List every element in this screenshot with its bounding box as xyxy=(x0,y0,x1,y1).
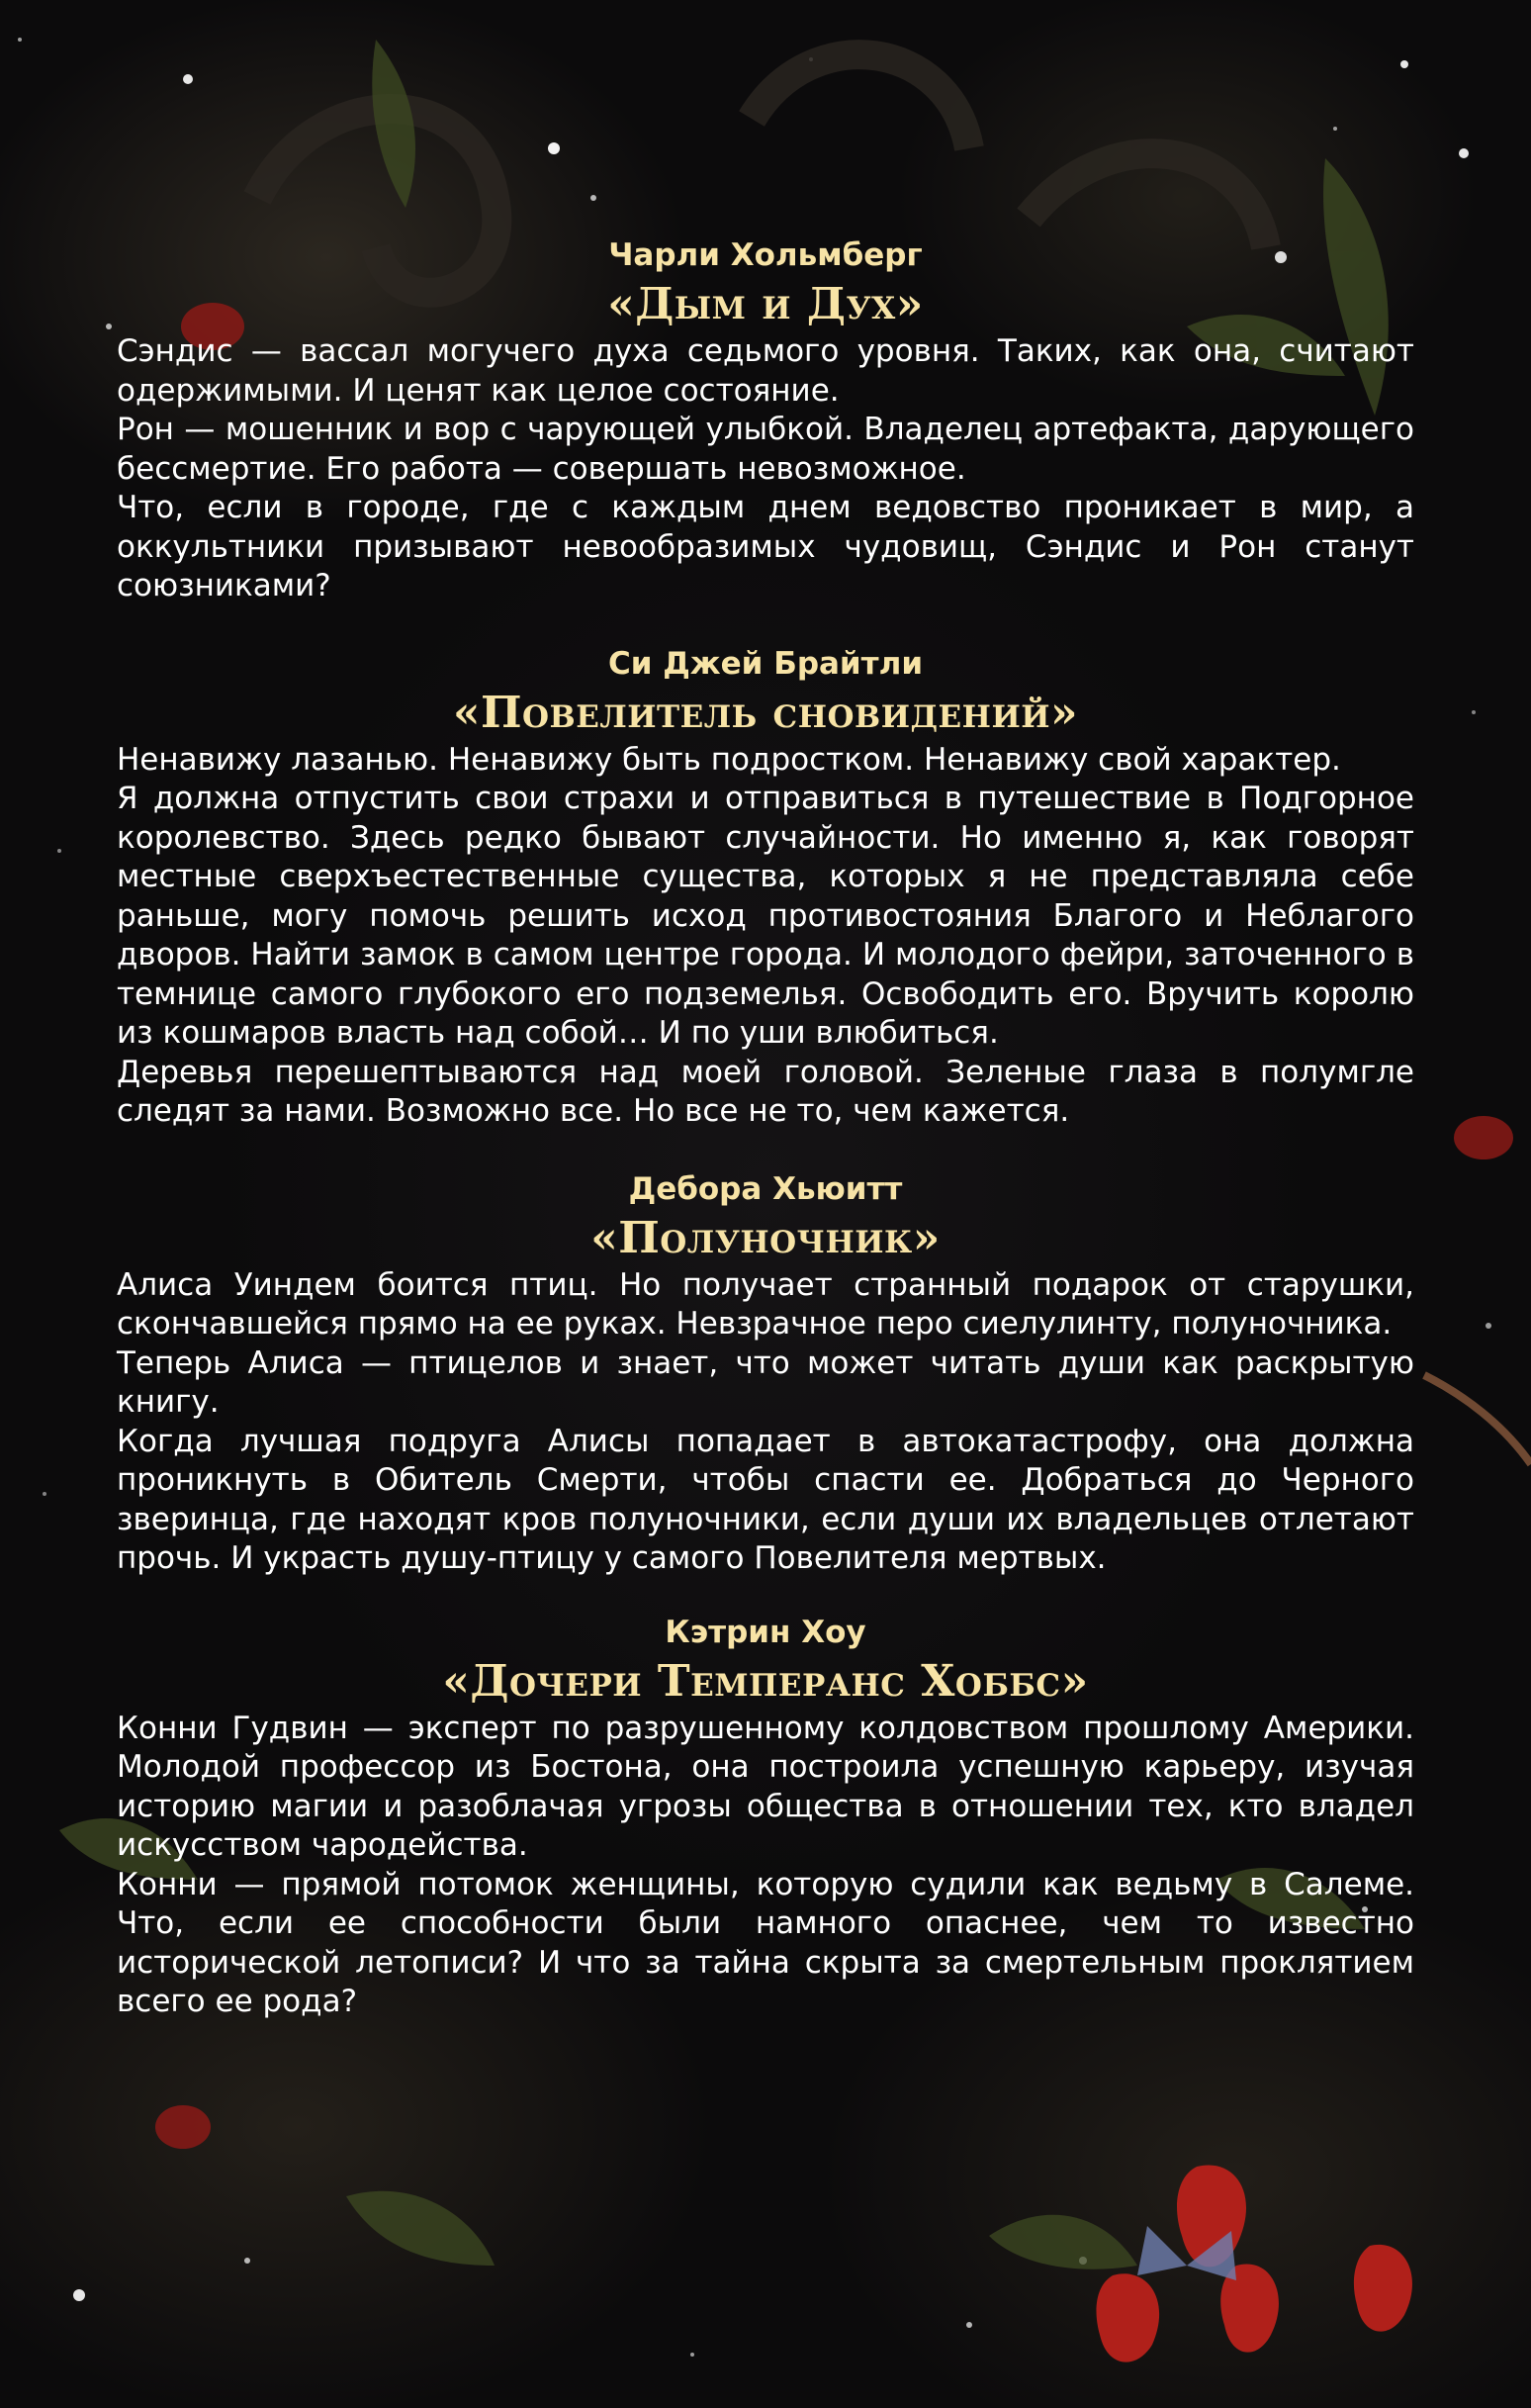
section-spacer xyxy=(117,606,1414,642)
book-section-3 xyxy=(117,1167,1414,1579)
description-paragraph: Рон — мошенник и вор с чарующей улыбкой. Владелец артефакта, дарующего бессмертие. Его работа — совершать невозможное. xyxy=(117,412,1414,487)
book-title: «Дочери Темперанс Хоббс» xyxy=(442,1655,1089,1707)
book-descriptions xyxy=(117,233,1414,2022)
book-title: «Полуночник» xyxy=(590,1212,941,1263)
author-name: Дебора Хьюитт xyxy=(628,1170,903,1207)
description-paragraph: Конни — прямой потомок женщины, которую судили как ведьму в Салеме. Что, если ее способности были намного опаснее, чем то известно исторической летописи? И что за тайна скрыта за смертельным проклятием всего ее рода? xyxy=(117,1866,1414,2019)
description-paragraph: Что, если в городе, где с каждым днем ведовство проникает в мир, а оккультники призывают невообразимых чудовищ, Сэндис и Рон станут союзниками? xyxy=(117,490,1414,603)
section-spacer xyxy=(117,1132,1414,1167)
section-spacer xyxy=(117,1579,1414,1611)
description-paragraph: Конни Гудвин — эксперт по разрушенному колдовством прошлому Америки. Молодой профессор из Бостона, она построила успешную карьеру, изучая историю магии и разоблачая угрозы общества в отношении тех, кто владел искусством чародейства. xyxy=(117,1710,1414,1863)
book-title: «Повелитель сновидений» xyxy=(452,687,1079,738)
description-paragraph: Теперь Алиса — птицелов и знает, что может читать души как раскрытую книгу. xyxy=(117,1344,1414,1420)
description-paragraph: Деревья перешептываются над моей головой. Зеленые глаза в полумгле следят за нами. Возможно все. Но все не то, чем кажется. xyxy=(117,1054,1414,1129)
author-name: Кэтрин Хоу xyxy=(665,1614,866,1650)
book-section-4 xyxy=(117,1611,1414,2022)
book-section-2 xyxy=(117,642,1414,1132)
description-paragraph: Алиса Уиндем боится птиц. Но получает странный подарок от старушки, скончавшейся прямо на ее руках. Невзрачное перо сиелулинту, полуночника. xyxy=(117,1266,1414,1342)
description-paragraph: Я должна отпустить свои страхи и отправиться в путешествие в Подгорное королевство. Здесь редко бывают случайности. Но именно я, как говорят местные сверхъестественные существа, которых я не представляла себе раньше, могу помочь решить исход противостояния Благого и Неблагого дворов. Найти замок в самом центре города. И молодого фейри, заточенного в темнице самого глубокого его подземелья. Освободить его. Вручить королю из кошмаров власть над собой… И по уши влюбиться. xyxy=(117,781,1414,1051)
book-title: «Дым и Дух» xyxy=(607,279,924,329)
author-name: Си Джей Брайтли xyxy=(607,645,924,682)
description-paragraph: Сэндис — вассал могучего духа седьмого уровня. Таких, как она, считают одержимыми. И ценят как целое состояние. xyxy=(117,333,1414,409)
description-paragraph: Когда лучшая подруга Алисы попадает в автокатастрофу, она должна проникнуть в Обитель Смерти, чтобы спасти ее. Добраться до Черного зверинца, где находят кров полуночники, если души их владельцев отлетают прочь. И украсть душу-птицу у самого Повелителя мертвых. xyxy=(117,1423,1414,1576)
author-name: Чарли Хольмберг xyxy=(608,237,923,273)
description-paragraph: Ненавижу лазанью. Ненавижу быть подростком. Ненавижу свой характер. xyxy=(117,741,1341,778)
book-section-1 xyxy=(117,233,1414,606)
